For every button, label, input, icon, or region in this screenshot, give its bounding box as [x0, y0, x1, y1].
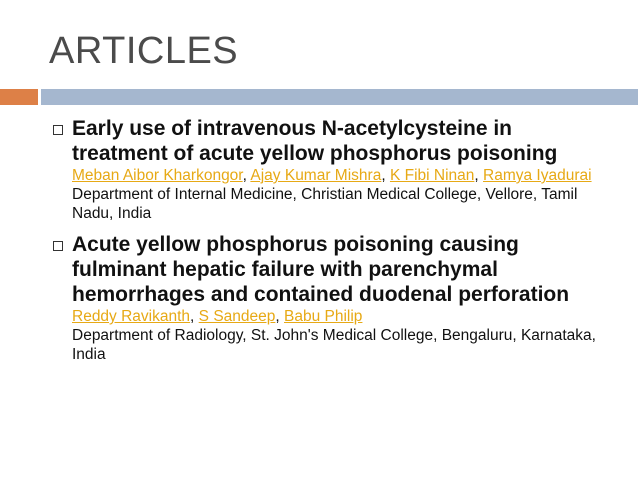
square-bullet-icon [53, 241, 63, 251]
square-bullet-icon [53, 125, 63, 135]
article-list [53, 116, 613, 364]
accent-bar-orange [0, 89, 38, 105]
accent-bar-blue [41, 89, 638, 105]
author-link[interactable]: Babu Philip [284, 308, 363, 325]
author-link[interactable]: Meban Aibor Kharkongor [72, 167, 243, 184]
article-affiliation: Department of Radiology, St. John's Medical College, Bengaluru, Karnataka, India [72, 327, 596, 363]
author-link[interactable]: S Sandeep [198, 308, 276, 325]
article-affiliation: Department of Internal Medicine, Christian Medical College, Vellore, Tamil Nadu, India [72, 186, 578, 222]
article-item [53, 232, 613, 364]
article-title: Early use of intravenous N-acetylcysteine in treatment of acute yellow phosphorus poisoning [72, 117, 558, 165]
author-link[interactable]: K Fibi Ninan [389, 167, 475, 184]
article-title: Acute yellow phosphorus poisoning causing fulminant hepatic failure with parenchymal hemorrhages and contained duodenal perforation [72, 233, 570, 306]
article-item [53, 116, 613, 223]
slide-title: ARTICLES [49, 30, 239, 72]
author-list: Meban Aibor Kharkongor, Ajay Kumar Mishra, K Fibi Ninan, Ramya Iyadurai [72, 167, 592, 184]
author-list: Reddy Ravikanth, S Sandeep, Babu Philip [72, 308, 363, 325]
author-link[interactable]: Ramya Iyadurai [483, 167, 592, 184]
author-link[interactable]: Reddy Ravikanth [72, 308, 191, 325]
author-link[interactable]: Ajay Kumar Mishra [250, 167, 382, 184]
